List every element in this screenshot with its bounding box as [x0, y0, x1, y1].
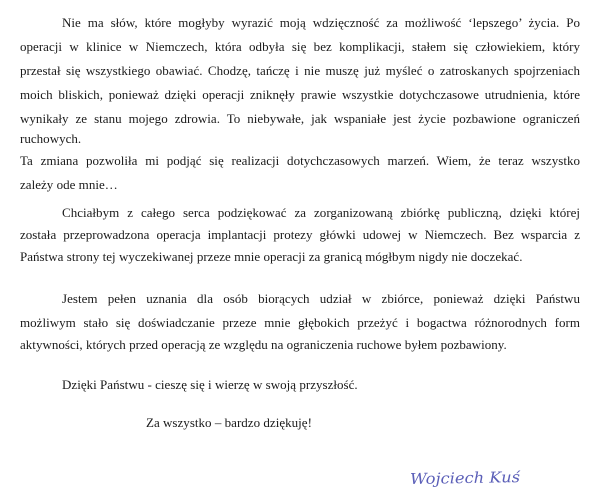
- paragraph-1-line-3: przestał się wszystkiego obawiać. Chodzę, tańczę i nie muszę już myśleć o zatroskanych spojrzeniach: [20, 63, 580, 78]
- handwritten-signature: [408, 462, 528, 492]
- signature-text: Wojciech Kuś: [409, 468, 512, 489]
- paragraph-1-line-5: wynikały ze stanu mojego zdrowia. To niebywałe, jak wspaniałe jest życie pozbawione ograniczeń: [20, 111, 580, 126]
- paragraph-1-line-2: operacji w klinice w Niemczech, która odbyła się bez komplikacji, stałem się człowiekiem, który: [20, 39, 580, 54]
- paragraph-2-line-1: Ta zmiana pozwoliła mi podjąć się realizacji dotychczasowych marzeń. Wiem, że teraz wszystko: [20, 153, 580, 168]
- paragraph-3-line-2: została przeprowadzona operacja implantacji protezy główki udowej w Niemczech. Bez wsparcia z: [20, 227, 580, 242]
- closing-line: Dzięki Państwu - cieszę się i wierzę w swoją przyszłość.: [62, 377, 358, 392]
- thanks-line: Za wszystko – bardzo dziękuję!: [146, 415, 312, 430]
- paragraph-4-line-2: możliwym stało się doświadczanie przeze mnie głębokich przeżyć i bogactwa różnorodnych form: [20, 315, 580, 330]
- paragraph-1-line-1: Nie ma słów, które mogłyby wyrazić moją wdzięczność za możliwość ‘lepszego’ życia. Po: [62, 15, 580, 30]
- paragraph-3-line-1: Chciałbym z całego serca podziękować za zorganizowaną zbiórkę publiczną, dzięki której: [62, 205, 580, 220]
- paragraph-4-line-1: Jestem pełen uznania dla osób biorących udział w zbiórce, ponieważ dzięki Państwu: [62, 291, 580, 306]
- paragraph-3-line-3: Państwa strony tej wyczekiwanej przeze mnie operacji za granicą mógłbym nigdy nie doczekać.: [20, 249, 523, 264]
- paragraph-1-line-6: ruchowych.: [20, 131, 82, 146]
- paragraph-4-line-3: aktywności, których przed operacją ze względu na ograniczenia ruchowe byłem pozbawiony.: [20, 337, 507, 352]
- paragraph-1-line-4: moich bliskich, ponieważ dzięki operacji zniknęły prawie wszystkie dotychczasowe utrudnienia, które: [20, 87, 580, 102]
- paragraph-2-line-2: zależy ode mnie…: [20, 177, 118, 192]
